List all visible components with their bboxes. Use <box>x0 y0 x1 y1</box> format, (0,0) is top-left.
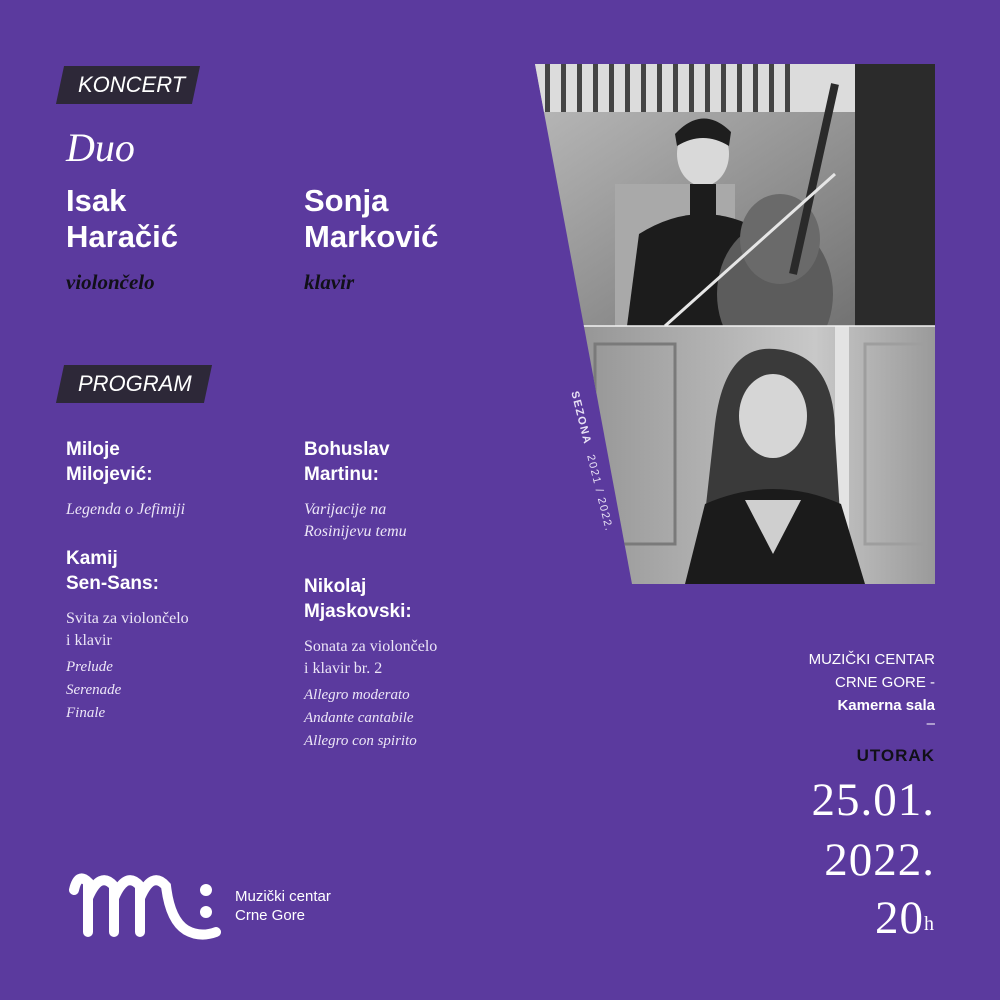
work-title <box>66 608 286 652</box>
program-item-1 <box>66 437 286 521</box>
season-word: SEZONA <box>568 390 594 447</box>
composer-name <box>304 437 524 487</box>
movement: Allegro moderato <box>304 687 410 703</box>
season-years: 2021 / 2022. <box>584 453 615 534</box>
program-tag <box>56 365 212 403</box>
movement: Finale <box>66 705 106 721</box>
work-line: Rosinijevu temu <box>304 523 407 540</box>
ensemble-title: Duo <box>66 125 135 170</box>
performer-2-last: Marković <box>304 219 439 254</box>
concert-tag <box>56 66 200 104</box>
composer-line: Milojević: <box>66 464 153 485</box>
venue-hall: Kamerna sala <box>837 697 935 714</box>
work-line: Svita za violončelo <box>66 610 189 627</box>
program-item-2 <box>66 546 286 725</box>
composer-line: Bohuslav <box>304 439 390 460</box>
composer-line: Martinu: <box>304 464 379 485</box>
venue-line-2: CRNE GORE - <box>834 674 935 691</box>
logo-line-1: Muzički centar <box>235 888 331 905</box>
performer-2-instrument: klavir <box>304 270 355 294</box>
date-year: 2022. <box>824 834 935 886</box>
time-suffix: h <box>924 913 935 935</box>
work-title <box>304 499 524 543</box>
composer-line: Mjaskovski: <box>304 601 412 622</box>
venue-line-1: MUZIČKI CENTAR <box>808 651 935 668</box>
movement: Serenade <box>66 682 122 698</box>
movement-list <box>304 684 544 753</box>
pianist-photo <box>535 326 935 584</box>
work-title <box>304 636 544 680</box>
work-line: i klavir br. 2 <box>304 660 383 677</box>
composer-name <box>66 437 286 487</box>
photo-panel <box>535 64 935 584</box>
movement: Andante cantabile <box>304 710 414 726</box>
composer-line: Kamij <box>66 548 118 569</box>
venue-dash: – <box>926 715 935 732</box>
performer-2-name <box>304 183 438 255</box>
work-title: Legenda o Jefimiji <box>66 501 186 518</box>
work-line: Varijacije na <box>304 501 387 518</box>
movement: Prelude <box>66 659 113 675</box>
concert-tag-label: KONCERT <box>78 72 186 97</box>
program-item-3 <box>304 437 524 543</box>
performer-1-instrument: violončelo <box>66 270 155 294</box>
date-day-month: 25.01. <box>811 774 935 826</box>
composer-name <box>304 574 544 624</box>
composer-line: Sen-Sans: <box>66 573 159 594</box>
work-line: Sonata za violončelo <box>304 638 438 655</box>
day-label: UTORAK <box>856 746 935 765</box>
time <box>875 890 935 946</box>
program-item-4 <box>304 574 544 753</box>
time-hour: 20 <box>875 892 924 944</box>
movement: Allegro con spirito <box>304 733 417 749</box>
performer-1-last: Haračić <box>66 219 179 254</box>
mc-logo-icon <box>66 860 226 950</box>
cellist-photo <box>535 64 935 366</box>
work-line: i klavir <box>66 632 112 649</box>
performer-1-name <box>66 183 178 255</box>
composer-line: Miloje <box>66 439 120 460</box>
program-tag-label: PROGRAM <box>78 371 192 396</box>
venue-block <box>695 648 935 731</box>
logo-line-2: Crne Gore <box>235 907 306 924</box>
composer-line: Nikolaj <box>304 576 367 597</box>
movement-list <box>66 656 286 725</box>
performer-2-first: Sonja <box>304 183 389 218</box>
performer-1-first: Isak <box>66 183 127 218</box>
composer-name <box>66 546 286 596</box>
logo-text <box>235 887 331 925</box>
